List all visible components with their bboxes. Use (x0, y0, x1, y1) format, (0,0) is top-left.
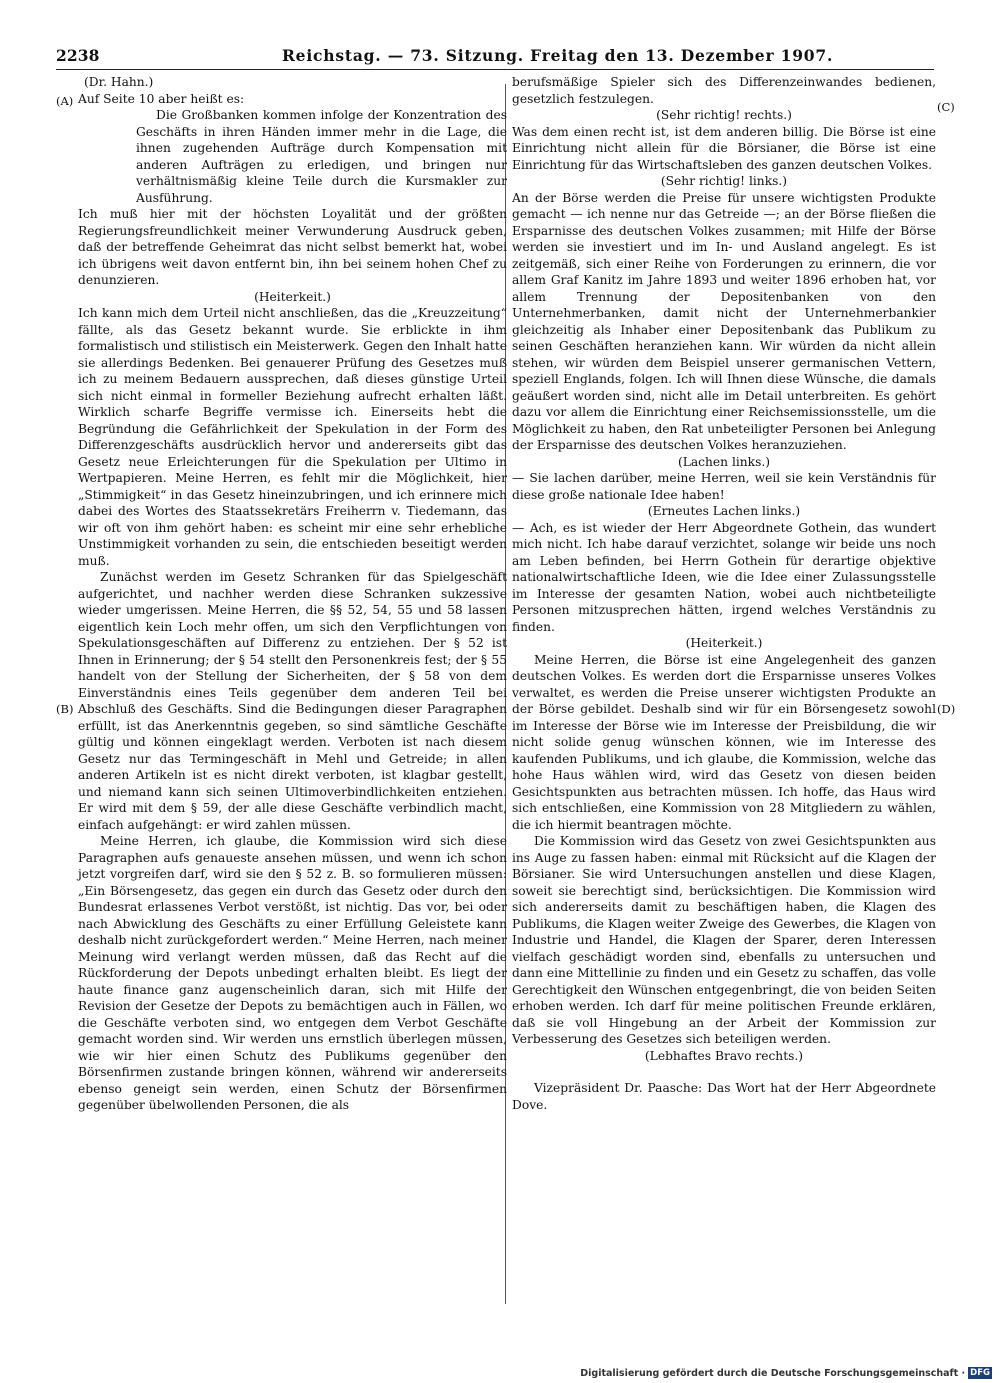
paragraph: — Sie lachen darüber, meine Herren, weil sie kein Verständnis für diese große nationale Idee haben! (512, 471, 936, 502)
right-column (512, 74, 936, 1113)
page-header (56, 46, 934, 68)
margin-mark-a: (A) (56, 94, 74, 108)
paragraph: An der Börse werden die Preise für unsere wichtigsten Produkte gemacht — ich nenne nur das Getreide —; an der Börse fließen die Ersparnisse des deutschen Volkes zusammen; mit Hilfe der Börse werden sie investiert und im In- und Ausland angelegt. Es ist zeitgemäß, sich einer Reihe von Forderungen zu erinnern, die vor allem Graf Kanitz im Jahre 1893 und weiter 1896 erhoben hat, vor allem Trennung der Depositenbanken von den Unternehmerbanken, damit nicht der Unternehmerbankier gleichzeitig als Inhaber einer Depositenbank das Publikum zu seinen Geschäften heranziehen kann. Wir würden da nicht allein stehen, wir würden dem Beispiel unserer germanischen Vettern, speziell Englands, folgen. Ich will Ihnen diese Wünsche, die damals geäußert worden sind, nicht alle im Detail unterbreiten. Es gehört dazu vor allem die Einrichtung einer Reichsemissionsstelle, um die Möglichkeit zu haben, den Rat unbeteiligter Personen bei Anlegung der Ersparnisse des deutschen Volkes heranzuziehen. (512, 190, 936, 452)
paragraph: Die Kommission wird das Gesetz von zwei Gesichtspunkten aus ins Auge zu fassen haben: einmal mit Rücksicht auf die Klagen der Börsianer. Sie wird Untersuchungen anstellen und diese Klagen, soweit sie berechtigt sind, berücksichtigen. Die Kommission wird sich andererseits damit zu beschäftigen haben, die Klagen des Publikums, die Klagen weiter Zweige des Gewerbes, die Klagen von Industrie und Handel, die Klagen der Sparer, deren Interessen vielfach geschädigt worden sind, ebenfalls zu untersuchen und dann eine Mittellinie zu finden und ein Gesetz zu schaffen, das volle Gerechtigkeit den Wünschen entgegenbringt, die von beiden Seiten erhoben werden. Ich darf für meine politischen Freunde erklären, daß sie voll Hingebung an der Arbeit der Kommission zur Verbesserung des Gesetzes sich beteiligen werden. (512, 834, 936, 1046)
paragraph: Ich muß hier mit der höchsten Loyalität und der größten Regierungsfreundlichkeit meiner Verwunderung Ausdruck geben, daß der betreffende Geheimrat das nicht selbst bemerkt hat, wobei ich übrigens weit davon entfernt bin, ihn bei seinem hohen Chef zu denunzieren. (78, 207, 507, 287)
paragraph: Die Großbanken kommen infolge der Konzentration des Geschäfts in ihren Händen immer mehr in die Lage, die ihnen zugehenden Aufträge durch Kompensation mit anderen Aufträgen zu erledigen, und bringen nur verhältnismäßig kleine Teile durch die Kursmakler zur Ausführung. (136, 108, 507, 205)
paragraph: berufsmäßige Spieler sich des Differenzeinwandes bedienen, gesetzlich festzulegen. (512, 75, 936, 106)
footer-text: Digitalisierung gefördert durch die Deutsche Forschungsgemeinschaft · (580, 1367, 966, 1379)
header-rule (56, 69, 934, 70)
paragraph: Meine Herren, die Börse ist eine Angelegenheit des ganzen deutschen Volkes. Es werden dort die Ersparnisse unseres Volkes verwaltet, es werden die Preise unserer wichtigsten Produkte an der Börse gebildet. Deshalb sind wir für ein Börsengesetz sowohl im Interesse der Börse wie im Interesse der Preisbildung, die wir nicht solide genug wünschen können, wie im Interesse des kaufenden Publikums, und ich glaube, die Kommission, welche das hohe Haus wählen wird, wird das Gesetz von diesen beiden Gesichtspunkten aus betrachten müssen. Ich hoffe, das Haus wird sich entschließen, eine Kommission von 28 Mitgliedern zu wählen, die ich hiermit beantragen möchte. (512, 652, 936, 832)
stage-direction: (Erneutes Lachen links.) (647, 504, 801, 518)
paragraph: Ich kann mich dem Urteil nicht anschließen, das die „Kreuzzeitung“ fällte, als das Gesetz bekannt wurde. Sie erblickte in ihm formalistisch und stilistisch ein Meisterwerk. Gegen den Inhalt hatte sie allerdings Bedenken. Bei genauerer Prüfung des Gesetzes muß ich zu meinem Bedauern aussprechen, daß dieses günstige Urteil sich nicht einmal in formeller Beziehung aufrecht erhalten läßt. Wirklich scharfe Begriffe vermisse ich. Einerseits hebt die Begründung die Gefährlichkeit der Spekulation in der Form des Differenzgeschäfts ausdrücklich hervor und andererseits gibt das Gesetz neue Erleichterungen für die Spekulation per Ultimo in Wertpapieren. Meine Herren, es fehlt mir die Möglichkeit, hier „Stimmigkeit“ in das Gesetz hineinzubringen, und ich erinnere mich dabei des Wortes des Staatssekretärs Freiherrn v. Tiedemann, das wir oft von ihm gehört haben: es scheint mir eine sehr erhebliche Unstimmigkeit vorhanden zu sein, die entschieden beseitigt werden muß. (78, 306, 507, 568)
margin-mark-c: (C) (937, 100, 955, 114)
stage-direction: (Sehr richtig! rechts.) (656, 108, 792, 122)
paragraph: Was dem einen recht ist, ist dem anderen billig. Die Börse ist eine Einrichtung nicht allein für die Börsianer, die Börse ist eine Einrichtung für das Wirtschaftsleben des ganzen deutschen Volkes. (512, 124, 936, 172)
dfg-logo: DFG (970, 1368, 990, 1378)
margin-mark-d: (D) (937, 702, 956, 716)
header-title: Reichstag. — 73. Sitzung. Freitag den 13. Dezember 1907. (282, 46, 834, 65)
stage-direction: (Lebhaftes Bravo rechts.) (644, 1048, 804, 1063)
footer-credit (580, 1366, 992, 1380)
paragraph: — Ach, es ist wieder der Herr Abgeordnete Gothein, das wundert mich nicht. Ich habe darauf verzichtet, solange wir beide uns noch am Leben befinden, bei Herrn Gothein für derartige objektive nationalwirtschaftliche Ideen, wie die Idee einer Zulassungsstelle im Interesse der gesamten Nation, wobei auch nichtbeteiligte Personen mitzusprechen hätten, irgend welches Verständnis zu finden. (512, 520, 936, 634)
page-number: 2238 (56, 46, 100, 65)
paragraph: Zunächst werden im Gesetz Schranken für das Spielgeschäft aufgerichtet, und nachher werden diese Schranken sukzessive wieder umgerissen. Meine Herren, die §§ 52, 54, 55 und 58 lassen eigentlich kein Loch mehr offen, um sich den Verpflichtungen von Spekulationsgeschäften auf Differenz zu entziehen. Der § 52 ist Ihnen in Erinnerung; der § 54 stellt den Personenkreis fest; der § 55 handelt von der Stellung der Sicherheiten, der § 58 von dem Einverständnis eines Teils gegenüber dem anderen Teil bei Abschluß des Geschäfts. Sind die Bedingungen dieser Paragraphen erfüllt, ist das Anerkenntnis gegeben, so sind sämtliche Geschäfte gültig und können eingeklagt werden. Verboten ist nach diesem Gesetz nur das Termingeschäft in Mehl und Getreide; in allen anderen Artikeln ist es nicht direkt verboten, ist klagbar gestellt, und niemand kann sich seinen Ultimoverbindlichkeiten entziehen. Er wird mit dem § 59, der alle diese Geschäfte verbindlich macht, einfach aufgehängt: er wird zahlen müssen. (78, 570, 507, 832)
stage-direction: (Heiterkeit.) (254, 289, 331, 304)
paragraph: (Dr. Hahn.) (84, 75, 154, 89)
stage-direction: (Lachen links.) (677, 454, 771, 469)
left-column (78, 74, 507, 1114)
paragraph: Meine Herren, ich glaube, die Kommission wird sich diese Paragraphen aufs genaueste ansehen müssen, und wenn ich schon jetzt vorgreifen darf, wird sie den § 52 z. B. so formulieren müssen: „Ein Börsengesetz, das gegen ein durch das Gesetz oder durch den Bundesrat erlassenes Verbot verstößt, ist nichtig. Das vor, bei oder nach Abwicklung des Geschäfts zu einer Erfüllung Geleistete kann deshalb nicht zurückgefordert werden.“ Meine Herren, nach meiner Meinung wird verlangt werden müssen, daß das Recht auf die Rückforderung der Depots unbedingt erhalten bleibt. Es liegt der haute finance ganz augenscheinlich daran, sich mit Hilfe der Revision der Gesetze der Depots zu bemächtigen auch in Fällen, wo die Geschäfte verboten sind, wo entgegen dem Verbot Geschäfte gemacht worden sind. Wir werden uns ernstlich überlegen müssen, wie wir hier einen Schutz des Publikums gegenüber den Börsenfirmen zustande bringen können, während wir andererseits ebenso geneigt sein werden, einen Schutz der Börsenfirmen gegenüber übelwollenden Personen, die als (78, 834, 507, 1112)
margin-mark-b: (B) (56, 702, 74, 716)
stage-direction: (Sehr richtig! links.) (660, 174, 788, 188)
paragraph: Vizepräsident Dr. Paasche: Das Wort hat der Herr Abgeordnete Dove. (512, 1081, 936, 1112)
paragraph: Auf Seite 10 aber heißt es: (78, 91, 245, 106)
stage-direction: (Heiterkeit.) (685, 636, 763, 650)
